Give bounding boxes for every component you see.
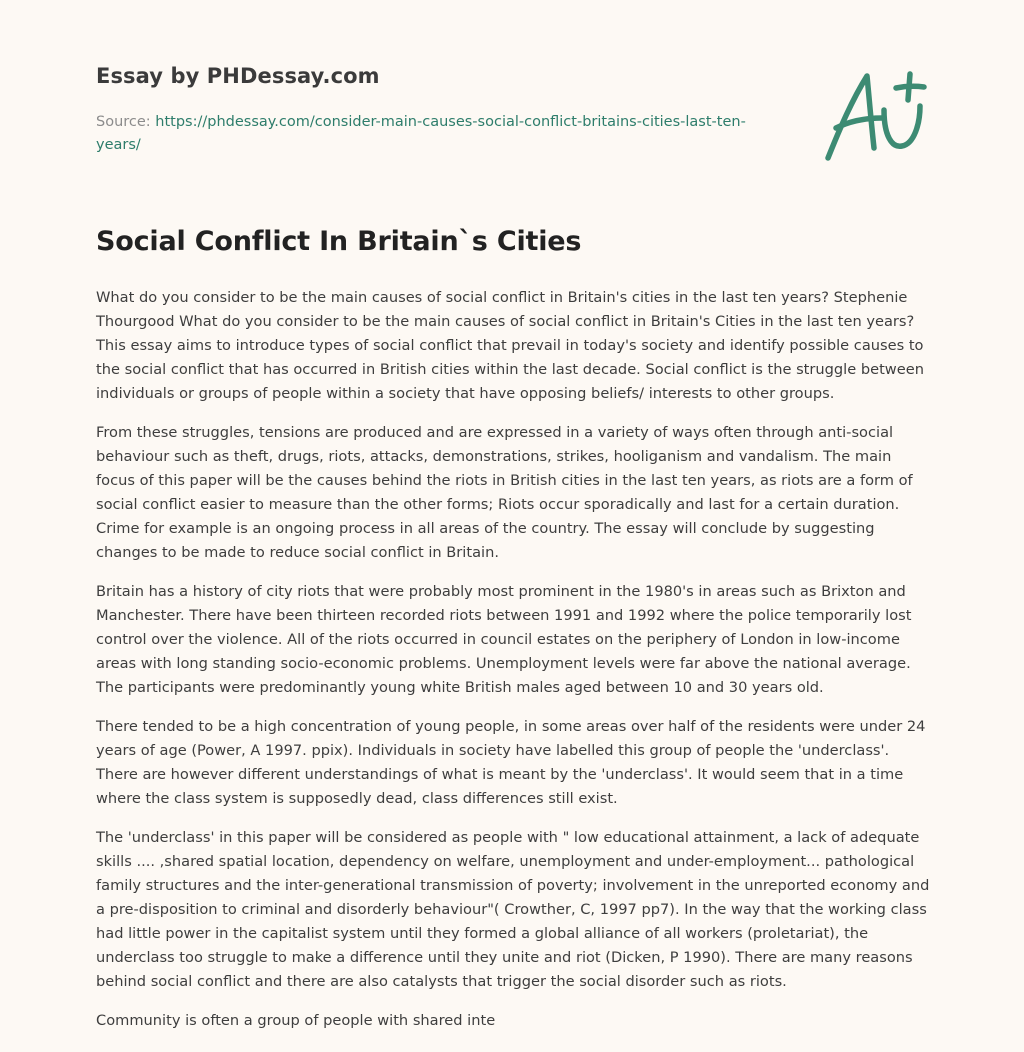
essay-paragraph-truncated: Community is often a group of people with shared inte xyxy=(96,1012,496,1029)
source-label: Source: xyxy=(96,114,156,130)
essay-body xyxy=(96,286,932,1048)
site-title: Essay by PHDessay.com xyxy=(96,64,380,88)
essay-title: Social Conflict In Britain`s Cities xyxy=(96,226,582,257)
source-line xyxy=(96,111,756,157)
essay-paragraph: From these struggles, tensions are produced and are expressed in a variety of ways often through anti-social behaviour such as theft, drugs, riots, attacks, demonstrations, strikes, hooliganism and vandalism. The main focus of this paper will be the causes behind the riots in British cities in the last ten years, as riots are a form of social conflict easier to measure than the other forms; Riots occur sporadically and last for a certain duration. Crime for example is an ongoing process in all areas of the country. The essay will conclude by suggesting changes to be made to reduce social conflict in Britain. xyxy=(96,424,913,561)
a-plus-grade-icon xyxy=(820,66,932,166)
essay-paragraph: The 'underclass' in this paper will be considered as people with " low educational attainment, a lack of adequate skills .... ,shared spatial location, dependency on welfare, unemployment and under-employment... pathological family structures and the inter-generational transmission of poverty; involvement in the unreported economy and a pre-disposition to criminal and disorderly behaviour"( Crowther, C, 1997 pp7). In the way that the working class had little power in the capitalist system until they formed a global alliance of all workers (proletariat), the underclass too struggle to make a difference until they unite and riot (Dicken, P 1990). There are many reasons behind social conflict and there are also catalysts that trigger the social disorder such as riots. xyxy=(96,829,930,990)
source-link[interactable]: https://phdessay.com/consider-main-causes-social-conflict-britains-cities-last-ten-years/ xyxy=(96,114,746,153)
essay-paragraph: What do you consider to be the main causes of social conflict in Britain's cities in the last ten years? Stephenie Thourgood What do you consider to be the main causes of social conflict in Britain's Cities in the last ten years? This essay aims to introduce types of social conflict that prevail in today's society and identify possible causes to the social conflict that has occurred in British cities within the last decade. Social conflict is the struggle between individuals or groups of people within a society that have opposing beliefs/ interests to other groups. xyxy=(96,289,924,402)
essay-paragraph: Britain has a history of city riots that were probably most prominent in the 1980's in areas such as Brixton and Manchester. There have been thirteen recorded riots between 1991 and 1992 where the police temporarily lost control over the violence. All of the riots occurred in council estates on the periphery of London in low-income areas with long standing socio-economic problems. Unemployment levels were far above the national average. The participants were predominantly young white British males aged between 10 and 30 years old. xyxy=(96,583,912,696)
essay-paragraph: There tended to be a high concentration of young people, in some areas over half of the residents were under 24 years of age (Power, A 1997. ppix). Individuals in society have labelled this group of people the 'underclass'. There are however different understandings of what is meant by the 'underclass'. It would seem that in a time where the class system is supposedly dead, class differences still exist. xyxy=(96,718,926,807)
